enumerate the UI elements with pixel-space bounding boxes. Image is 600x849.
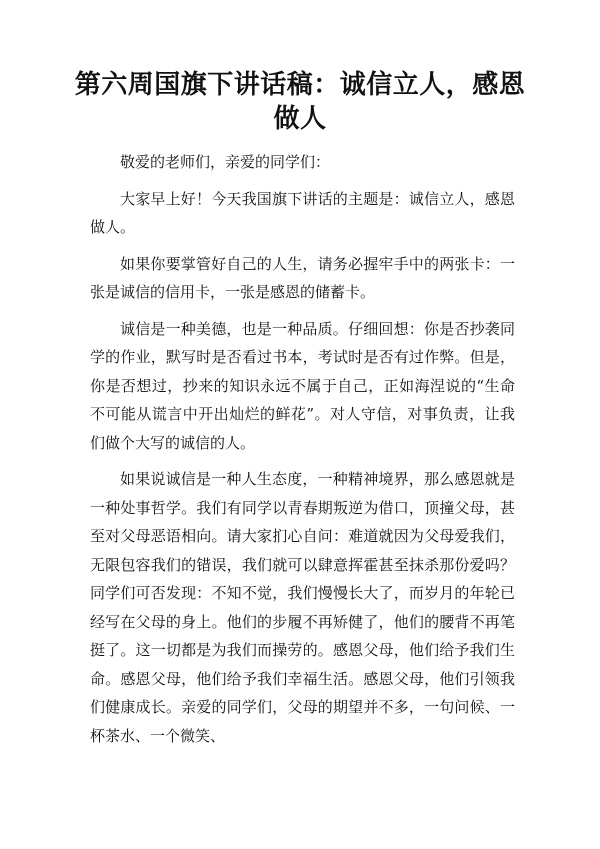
page-title: 第六周国旗下讲话稿：诚信立人，感恩做人 [74, 70, 526, 134]
paragraph-two-cards: 如果你要掌管好自己的人生，请务必握牢手中的两张卡：一张是诚信的信用卡，一张是感恩的储蓄卡。 [90, 254, 515, 301]
paragraph-honesty: 诚信是一种美德，也是一种品质。仔细回想：你是否抄袭同学的作业，默写时是否看过书本，考试时是否有过作弊。但是，你是否想过，抄来的知识永远不属于自己，正如海涅说的“生命不可能从谎言中开出灿烂的鲜花”。对人守信，对事负责，让我们做个大写的诚信的人。 [90, 319, 515, 452]
paragraph-intro: 大家早上好！今天我国旗下讲话的主题是：诚信立人，感恩做人。 [90, 189, 515, 236]
paragraph-gratitude: 如果说诚信是一种人生态度，一种精神境界，那么感恩就是一种处事哲学。我们有同学以青春期叛逆为借口，顶撞父母，甚至对父母恶语相向。请大家扪心自问：难道就因为父母爱我们，无限包容我们的错误，我们就可以肆意挥霍甚至抹杀那份爱吗？同学们可否发现：不知不觉，我们慢慢长大了，而岁月的年轮已经写在父母的身上。他们的步履不再矫健了，他们的腰背不再笔挺了。这一切都是为我们而操劳的。感恩父母，他们给予我们生命。感恩父母，他们给予我们幸福生活。感恩父母，他们引领我们健康成长。亲爱的同学们，父母的期望并不多，一句问候、一杯茶水、一个微笑、 [90, 470, 515, 745]
paragraph-greeting: 敬爱的老师们，亲爱的同学们： [120, 153, 331, 171]
document-body [90, 148, 515, 758]
